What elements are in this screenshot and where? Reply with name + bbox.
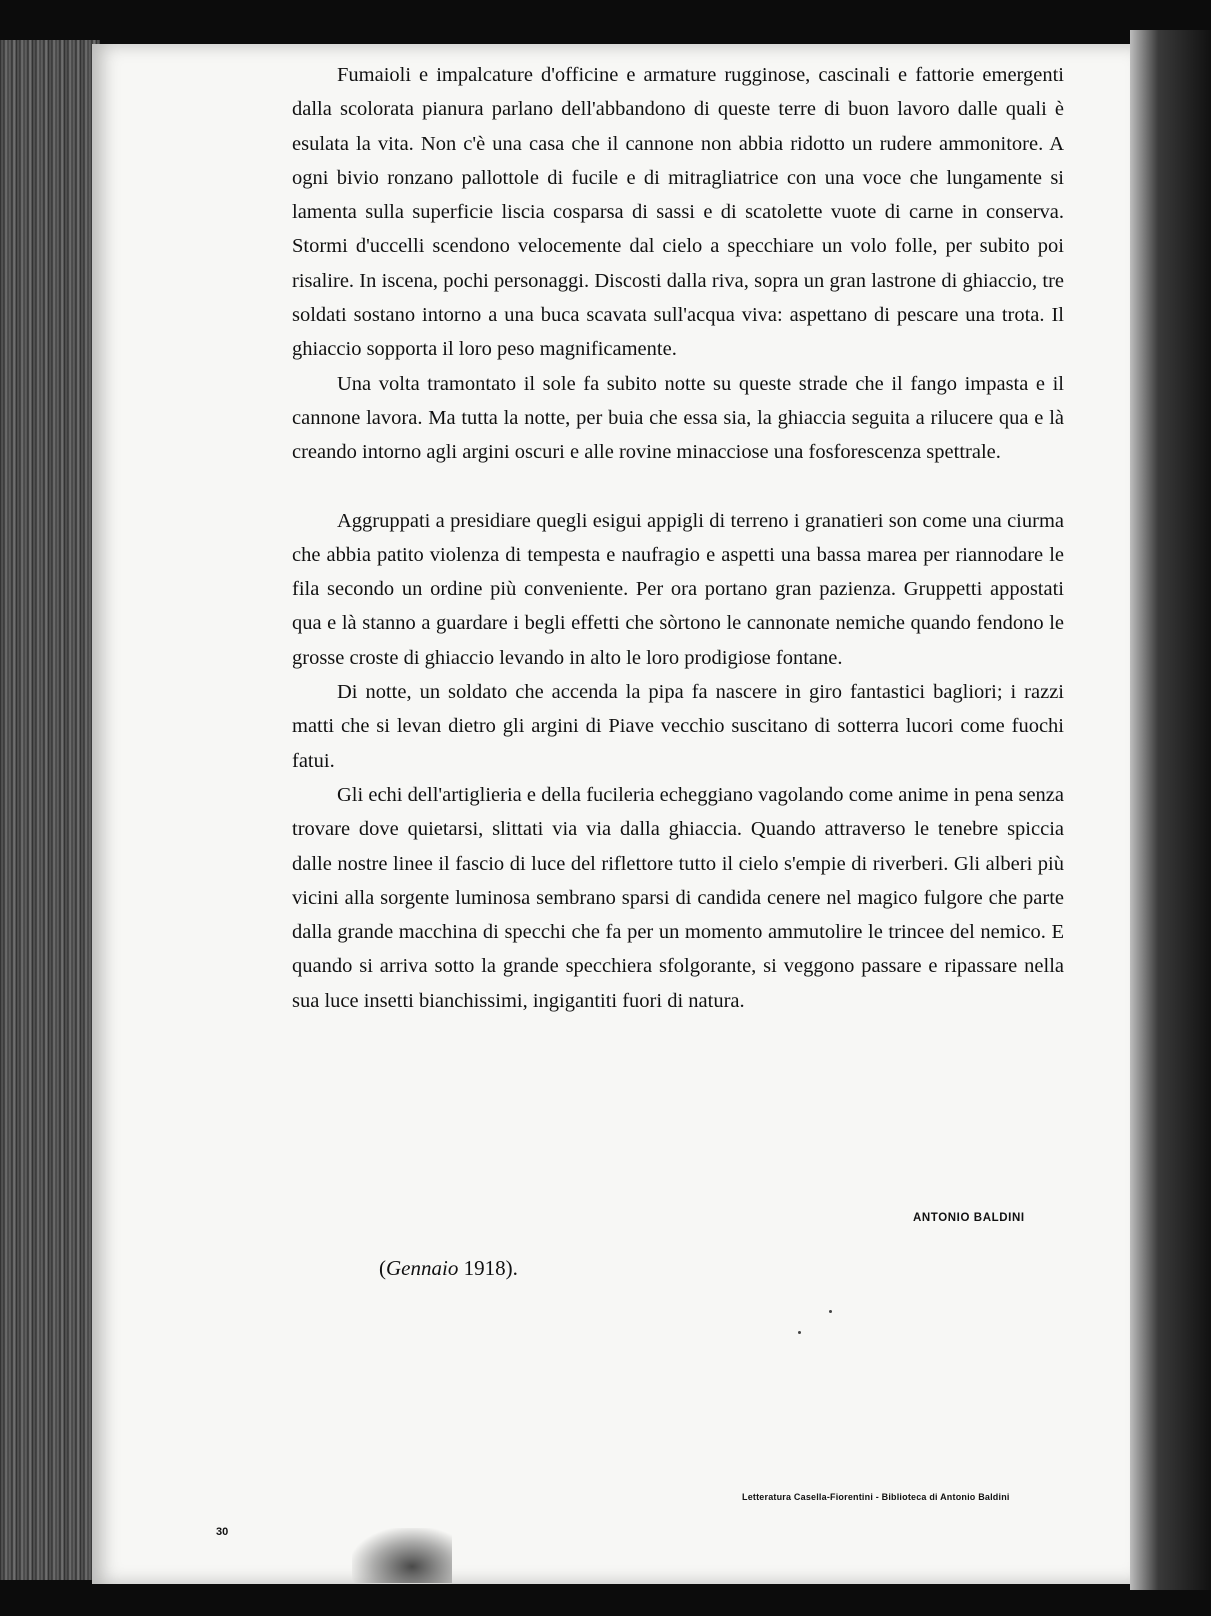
paragraph-1: Fumaioli e impalcature d'officine e armature rugginose, cascinali e fattorie emergenti dalla scolorata pianura parlano dell'abbandono di queste terre di buon lavoro dalle quali è esulata la vita. Non c'è una casa che il cannone non abbia ridotto un rudere ammonitore. A ogni bivio ronzano pallottole di fucile e di mitragliatrice con una voce che lungamente si lamenta sulla superficie liscia cosparsa di sassi e di scatolette vuote di carne in conserva. Stormi d'uccelli scendono velocemente dal cielo a specchiare un volo folle, per subito poi risalire. In iscena, pochi personaggi. Discosti dalla riva, sopra un gran lastrone di ghiaccio, tre soldati sostano intorno a una buca scavata sull'acqua viva: aspettano di pescare una trota. Il ghiaccio sopporta il loro peso magnificamente.: [292, 64, 1064, 361]
page-number: 30: [216, 1526, 229, 1538]
paragraph-5: Gli echi dell'artiglieria e della fucileria echeggiano vagolando come anime in pena senza trovare dove quietarsi, slittati via via dalla ghiaccia. Quando attraverso le tenebre spiccia dalle nostre linee il fascio di luce del riflettore tutto il cielo s'empie di riverberi. Gli alberi più vicini alla sorgente luminosa sembrano sparsi di candida cenere nel magico fulgore che parte dalla grande macchina di specchi che fa per un momento ammutolire le trincee del nemico. E quando si arriva sotto la grande specchiera sfolgorante, si veggono passare e ripassare nella sua luce insetti bianchissimi, ingigantiti fuori di natura.: [292, 783, 1064, 1012]
scan-speck: [798, 1331, 801, 1334]
date-open: (: [379, 1256, 386, 1280]
article-body: [292, 58, 1064, 1018]
paragraph-2: Una volta tramontato il sole fa subito notte su queste strade che il fango impasta e il cannone lavora. Ma tutta la notte, per buia che essa sia, la ghiaccia seguita a rilucere qua e là creando intorno agli argini oscuri e alle rovine minacciose una fosforescenza spettrale.: [292, 372, 1064, 464]
book-page-edges: [0, 40, 100, 1580]
scan-smudge: [352, 1528, 452, 1583]
date-line: [379, 1256, 518, 1281]
date-month: Gennaio: [386, 1256, 459, 1280]
scan-speck: [829, 1310, 832, 1313]
book-right-edge: [1130, 30, 1211, 1590]
library-stamp: Letteratura Casella-Fiorentini - Biblioteca di Antonio Baldini: [742, 1492, 1010, 1502]
paragraph-3: Aggruppati a presidiare quegli esigui appigli di terreno i granatieri son come una ciurma che abbia patito violenza di tempesta e naufragio e aspetti una bassa marea per riannodare le fila secondo un ordine più conveniente. Per ora portano gran pazienza. Gruppetti appostati qua e là stanno a guardare i begli effetti che sòrtono le cannonate nemiche quando fendono le grosse croste di ghiaccio levando in alto le loro prodigiose fontane.: [292, 509, 1064, 669]
paragraph-4: Di notte, un soldato che accenda la pipa fa nascere in giro fantastici bagliori; i razzi matti che si levan dietro gli argini di Piave vecchio suscitano di sotterra lucori come fuochi fatui.: [292, 681, 1064, 772]
date-year: 1918).: [458, 1256, 518, 1280]
author-signature: ANTONIO BALDINI: [913, 1212, 1025, 1224]
section-break: [292, 470, 1064, 504]
